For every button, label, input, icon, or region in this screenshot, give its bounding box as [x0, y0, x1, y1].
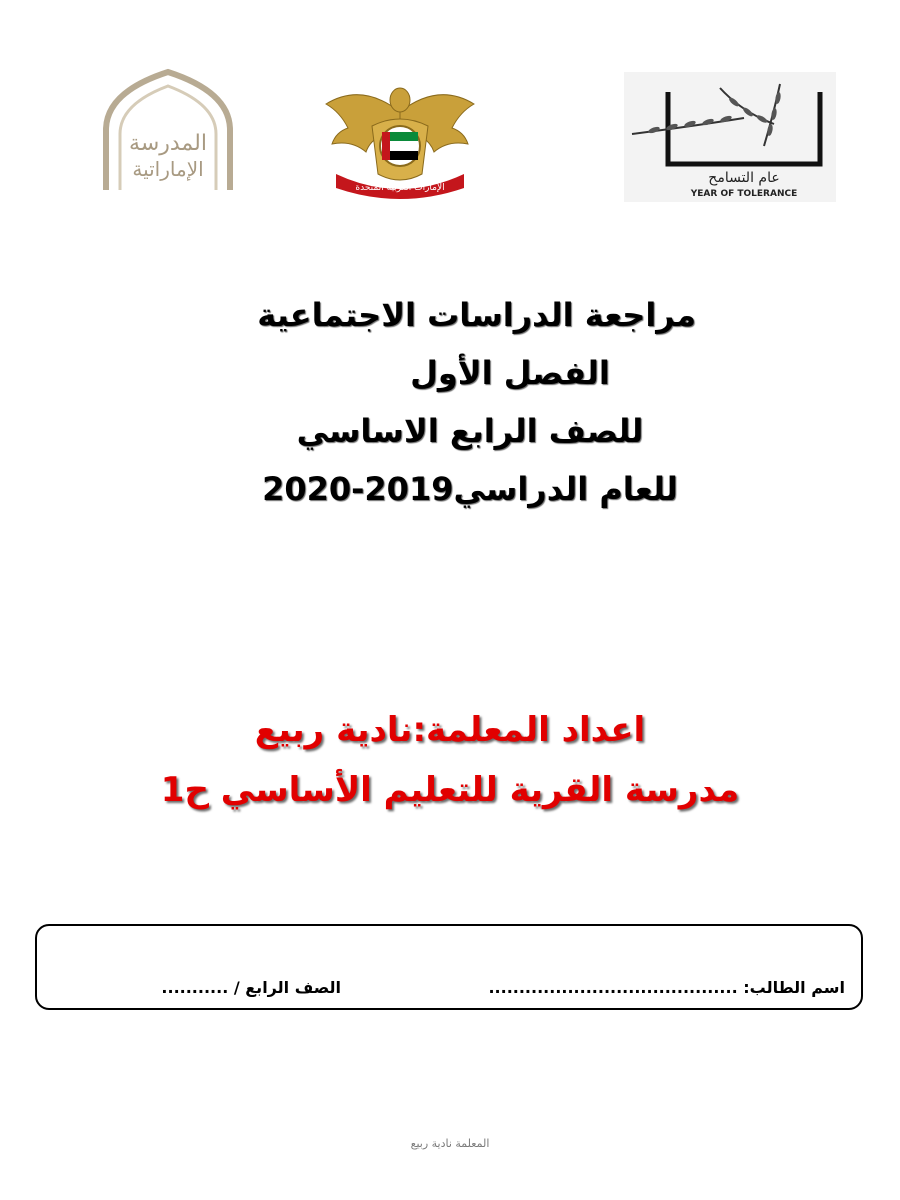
- student-grade-field[interactable]: الصف الرابع / ...........: [161, 978, 341, 997]
- uae-emblem-logo: [322, 82, 478, 200]
- school-logo-line1: المدرسة: [129, 131, 207, 156]
- ghaf-tree-icon: [624, 72, 836, 202]
- author-info: [130, 700, 770, 820]
- school-logo-line2: الإماراتية: [132, 157, 204, 181]
- tolerance-arabic-text: عام التسامح: [708, 170, 780, 186]
- tolerance-english-text: YEAR OF TOLERANCE: [690, 189, 798, 199]
- document-title: [180, 286, 720, 518]
- school-arch-icon: [92, 68, 244, 194]
- page-footer: المعلمة نادية ربيع: [410, 1137, 490, 1150]
- title-line-year: للعام الدراسي2019-2020: [262, 470, 678, 508]
- author-school-line: مدرسة القرية للتعليم الأساسي ح1: [160, 770, 740, 810]
- emirati-school-logo: [92, 68, 244, 194]
- author-teacher-line: اعداد المعلمة:نادية ربيع: [254, 710, 646, 750]
- title-line-semester: الفصل الأول: [410, 354, 610, 392]
- student-info-box: [35, 924, 863, 1010]
- student-name-field[interactable]: اسم الطالب: .........................................: [488, 978, 845, 997]
- emblem-ribbon-text: الإمارات العربية المتحدة: [355, 183, 445, 193]
- year-of-tolerance-logo: [624, 72, 836, 202]
- falcon-emblem-icon: [322, 82, 478, 200]
- title-line-grade: للصف الرابع الاساسي: [296, 412, 644, 450]
- title-line-subject: مراجعة الدراسات الاجتماعية: [257, 296, 696, 334]
